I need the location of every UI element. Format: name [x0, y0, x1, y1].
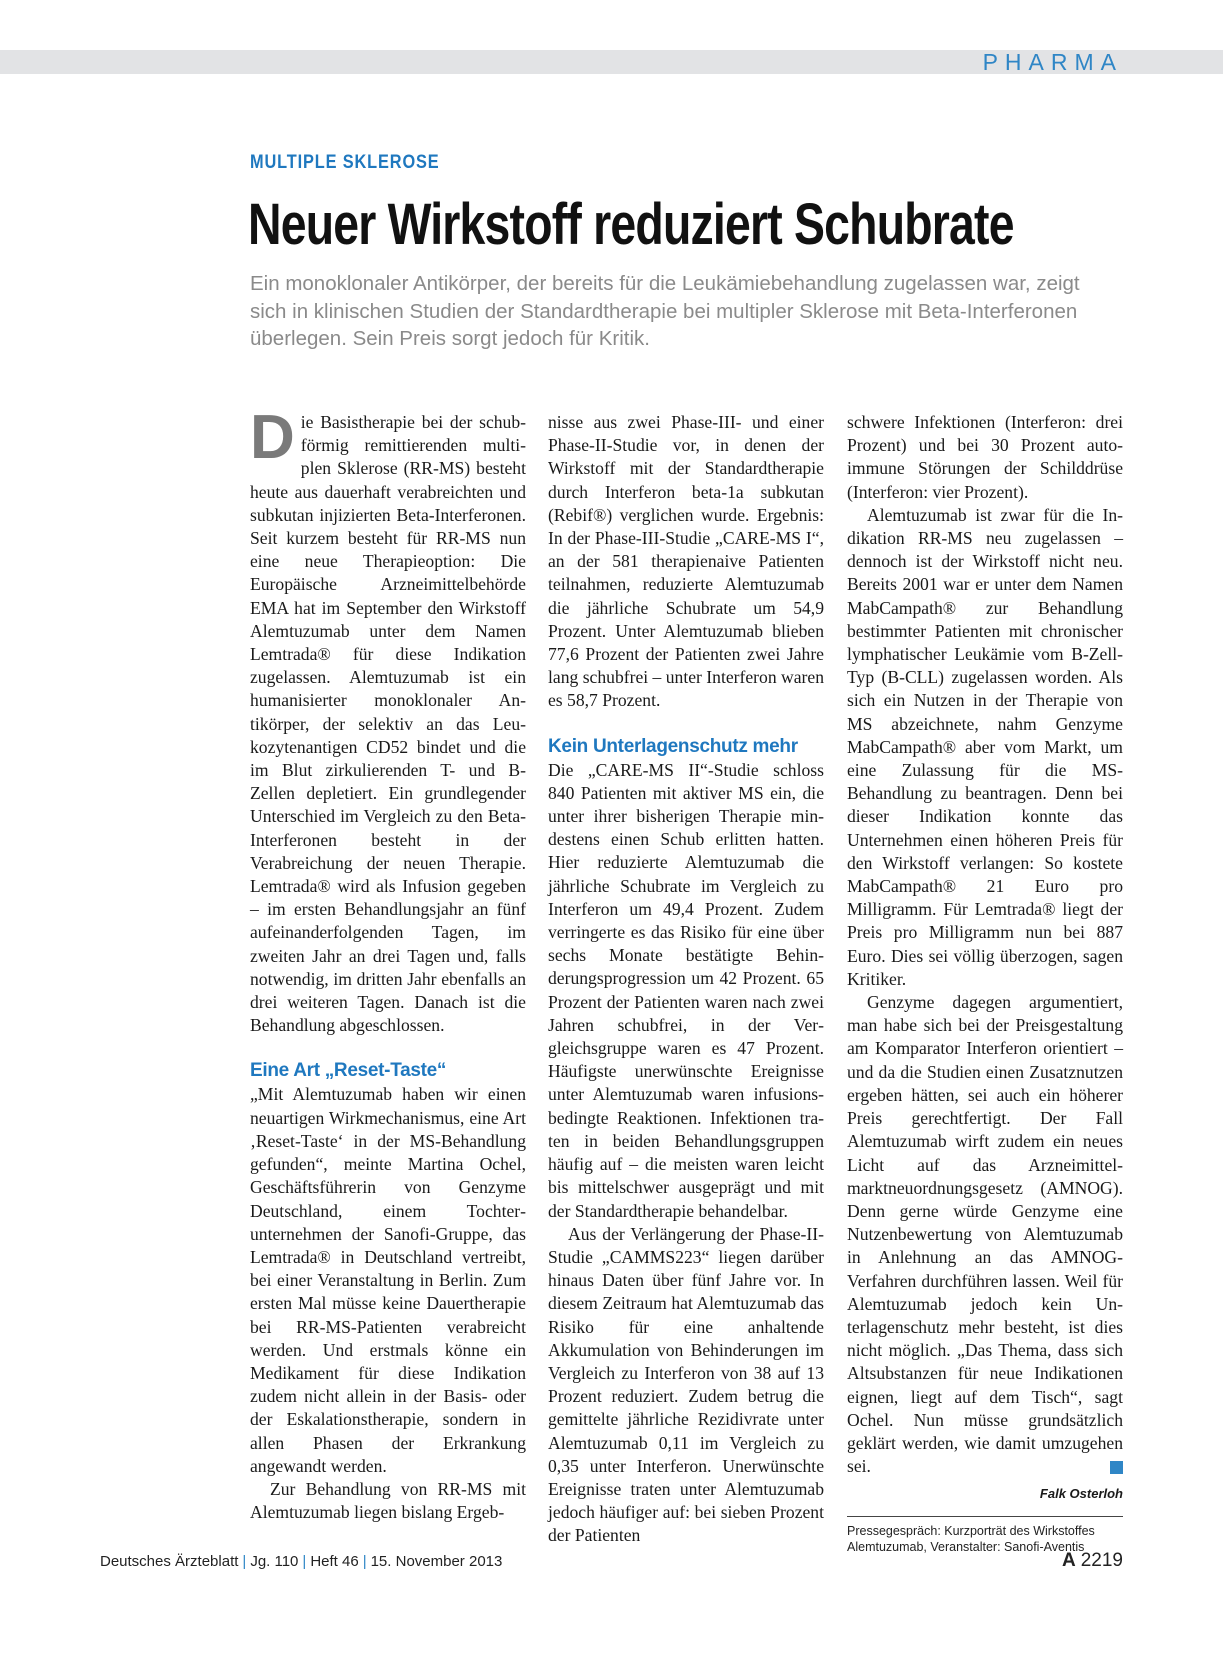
paragraph: Die „CARE-MS II“-Studie schloss 840 Patienten mit aktiver MS ein, die unter ihrer bisherigen Therapie mindestens einen Schub erlitten hatten. Hier reduzierte Alemtuzumab die jährliche Schubrate im Vergleich zu Interferon um 49,4 Prozent. Zudem verringerte es das Risiko für eine über sechs Monate bestätigte Behinderungsprogression um 42 Prozent. 65 Prozent der Patienten waren nach zwei Jahren schubfrei, in der Vergleichsgruppe waren es 47 Prozent. Häufigste unerwünschte Ereignisse unter Alemtuzumab waren infusionsbedingte Reaktionen. Infektionen traten in beiden Behandlungsgruppen häufig auf – die meisten waren leicht bis mittelschwer ausgeprägt und mit der Standardtherapie behandelbar. — [548, 759, 824, 1221]
journal-issue: Heft 46 — [310, 1553, 359, 1570]
column-1 — [250, 403, 526, 1524]
issue-date: 15. November 2013 — [370, 1553, 503, 1570]
section-label: PHARMA — [982, 49, 1123, 75]
paragraph: „Mit Alemtuzumab haben wir einen neuartigen Wirkmechanismus, eine Art ‚Reset-Taste‘ in der MS-Behandlung gefunden“, meinte Martina Ochel, Geschäftsführerin von Genzyme Deutschland, einem Tochterunternehmen der Sanofi-Gruppe, das Lemtrada® in Deutschland vertreibt, bei einer Veranstaltung in Berlin. Zum ersten Mal müsse keine Dauertherapie bei RR-MS-Patienten verabreicht werden. Und erstmals könne ein Medikament für diese Indikation zudem nicht allein in der Basis- oder der Eskalationstherapie, sondern in allen Phasen der Erkrankung angewandt werden. — [250, 1084, 526, 1476]
subheading: Kein Unterlagenschutz mehr — [548, 735, 798, 757]
paragraph-text: Genzyme dagegen argumentiert, man habe sich bei der Preisgestaltung am Komparator Interferon orientiert – und da die Studien einen Zusatznutzen ergeben hätten, sei auch ein höherer Preis gerechtfertigt. Der Fall Alemtuzumab wirft zudem ein neues Licht auf das Arzneimittelmarktneuordnungsgesetz (AMNOG). Denn gerne würde Genzyme eine Nutzenbewertung von Alemtuzumab in Anlehnung an das AMNOG-Verfahren durchführen lassen. Weil für Alemtuzumab jedoch kein Unterlagenschutz mehr besteht, ist dies nicht möglich. „Das Thema, dass sich Altsubstanzen für neue Indikationen eignen, liegt auf dem Tisch“, sagt Ochel. Nun müsse grundsätzlich geklärt werden, wie damit umzugehen sei. — [847, 992, 1123, 1477]
footer-citation — [100, 1553, 502, 1570]
paragraph — [847, 991, 1123, 1478]
paragraph: schwere Infektionen (Interferon: drei Prozent) und bei 30 Prozent autoimmune Störungen der Schilddrüse (Interferon: vier Prozent). — [847, 412, 1123, 502]
column-3 — [847, 411, 1123, 1555]
journal-name: Deutsches Ärzteblatt — [100, 1553, 239, 1570]
article-lead: Ein monoklonaler Antikörper, der bereits für die Leukämiebehandlung zugelassen war, zeigt sich in klinischen Studien der Standardtherapie bei multipler Sklerose mit Beta-Interferonen überlegen. Sein Preis sorgt jedoch für Kritik. — [250, 272, 1080, 350]
separator: | — [362, 1553, 367, 1570]
source-note: Pressegespräch: Kurzporträt des Wirkstoffes Alemtuzumab, Veranstalter: Sanofi-Aventis — [847, 1516, 1123, 1555]
article-title: Neuer Wirkstoff reduziert Schubrate — [248, 192, 1014, 257]
subheading: Eine Art „Reset-Taste“ — [250, 1060, 447, 1082]
drop-cap: D — [250, 403, 295, 472]
separator: | — [302, 1553, 307, 1570]
article-rubric: MULTIPLE SKLEROSE — [250, 152, 440, 173]
paragraph: Alemtuzumab ist zwar für die Indikation RR-MS neu zugelassen – dennoch ist der Wirkstoff nicht neu. Bereits 2001 war er unter dem Namen MabCampath® zur Behandlung bestimmter Patienten mit chronischer lymphatischer Leukämie vom B-Zell-Typ (B-CLL) zugelassen worden. Als sich ein Nutzen in der Therapie von MS abzeichnete, nahm Genzyme MabCampath® aber vom Markt, um eine Zulassung für die MS-Behandlung zu beantragen. Denn bei dieser Indikation konnte das Unternehmen einen höheren Preis für den Wirkstoff verlangen: So kostete MabCampath® 21 Euro pro Milligramm. Für Lemtrada® liegt der Preis pro Milligramm nun bei 887 Euro. Dies sei völlig überzogen, sagen Kritiker. — [847, 504, 1123, 989]
separator: | — [242, 1553, 247, 1570]
paragraph: Zur Behandlung von RR-MS mit Alemtuzumab liegen bislang Ergeb- — [250, 1478, 526, 1523]
paragraph: Aus der Verlängerung der Phase-II-Studie „CAMMS223“ liegen darüber hinaus Daten über fünf Jahre vor. In diesem Zeitraum hat Alemtuzumab das Risiko für eine anhaltende Akkumulation von Behinderungen im Vergleich zu Interferon von 38 auf 13 Prozent reduziert. Zudem betrug die gemittelte jährliche Rezidivrate unter Alemtuzumab 0,11 im Vergleich zu 0,35 unter Interferon. Unerwünschte Ereignisse traten unter Alemtuzumab jedoch häufiger auf: bei sieben Prozent der Patienten — [548, 1223, 824, 1546]
page-number-value: 2219 — [1080, 1550, 1123, 1571]
page-prefix: A — [1061, 1550, 1076, 1571]
paragraph-text: ie Basistherapie bei der schubförmig remittierenden multiplen Sklerose (RR-MS) besteht heute aus dauerhaft verabreichten und subkutan injizierten Beta-Interferonen. Seit kurzem besteht für RR-MS nun eine neue Therapieoption: Die Europäische Arzneimittelbehörde EMA hat im September den Wirkstoff Alemtuzumab unter dem Namen Lemtrada® für diese Indikation zugelassen. Alemtuzumab ist ein humanisierter monoklonaler Antikörper, der selektiv an das Leukozytenantigen CD52 bindet und die im Blut zirkulierenden T- und B-Zellen depletiert. Ein grundlegender Unterschied im Vergleich zu den Beta-Interferonen besteht in der Verabreichung der neuen Therapie. Lemtrada® wird als Infusion gegeben – im ersten Behandlungsjahr an fünf aufeinanderfolgenden Tagen, im zweiten Jahr an drei Tagen und, falls notwendig, im dritten Jahr ebenfalls an drei weiteren Tagen. Danach ist die Behandlung abgeschlossen. — [250, 412, 526, 1036]
paragraph: nisse aus zwei Phase-III- und einer Phase-II-Studie vor, in denen der Wirkstoff mit der Standardtherapie durch Interferon beta-1a subkutan (Rebif®) verglichen wurde. Ergebnis: In der Phase-III-Studie „CARE-MS I“, an der 581 therapienaive Patienten teilnahmen, reduzierte Alemtuzumab die jährliche Schubrate um 54,9 Prozent. Unter Alemtuzumab blieben 77,6 Prozent der Patienten zwei Jahre lang schubfrei – unter Interferon waren es 58,7 Prozent. — [548, 412, 825, 711]
column-2 — [548, 411, 824, 1548]
author-name: Falk Osterloh — [1039, 1486, 1123, 1502]
end-mark-icon — [1110, 1461, 1123, 1474]
page-number — [1062, 1550, 1123, 1572]
paragraph — [250, 403, 526, 1037]
journal-volume: Jg. 110 — [250, 1553, 299, 1570]
